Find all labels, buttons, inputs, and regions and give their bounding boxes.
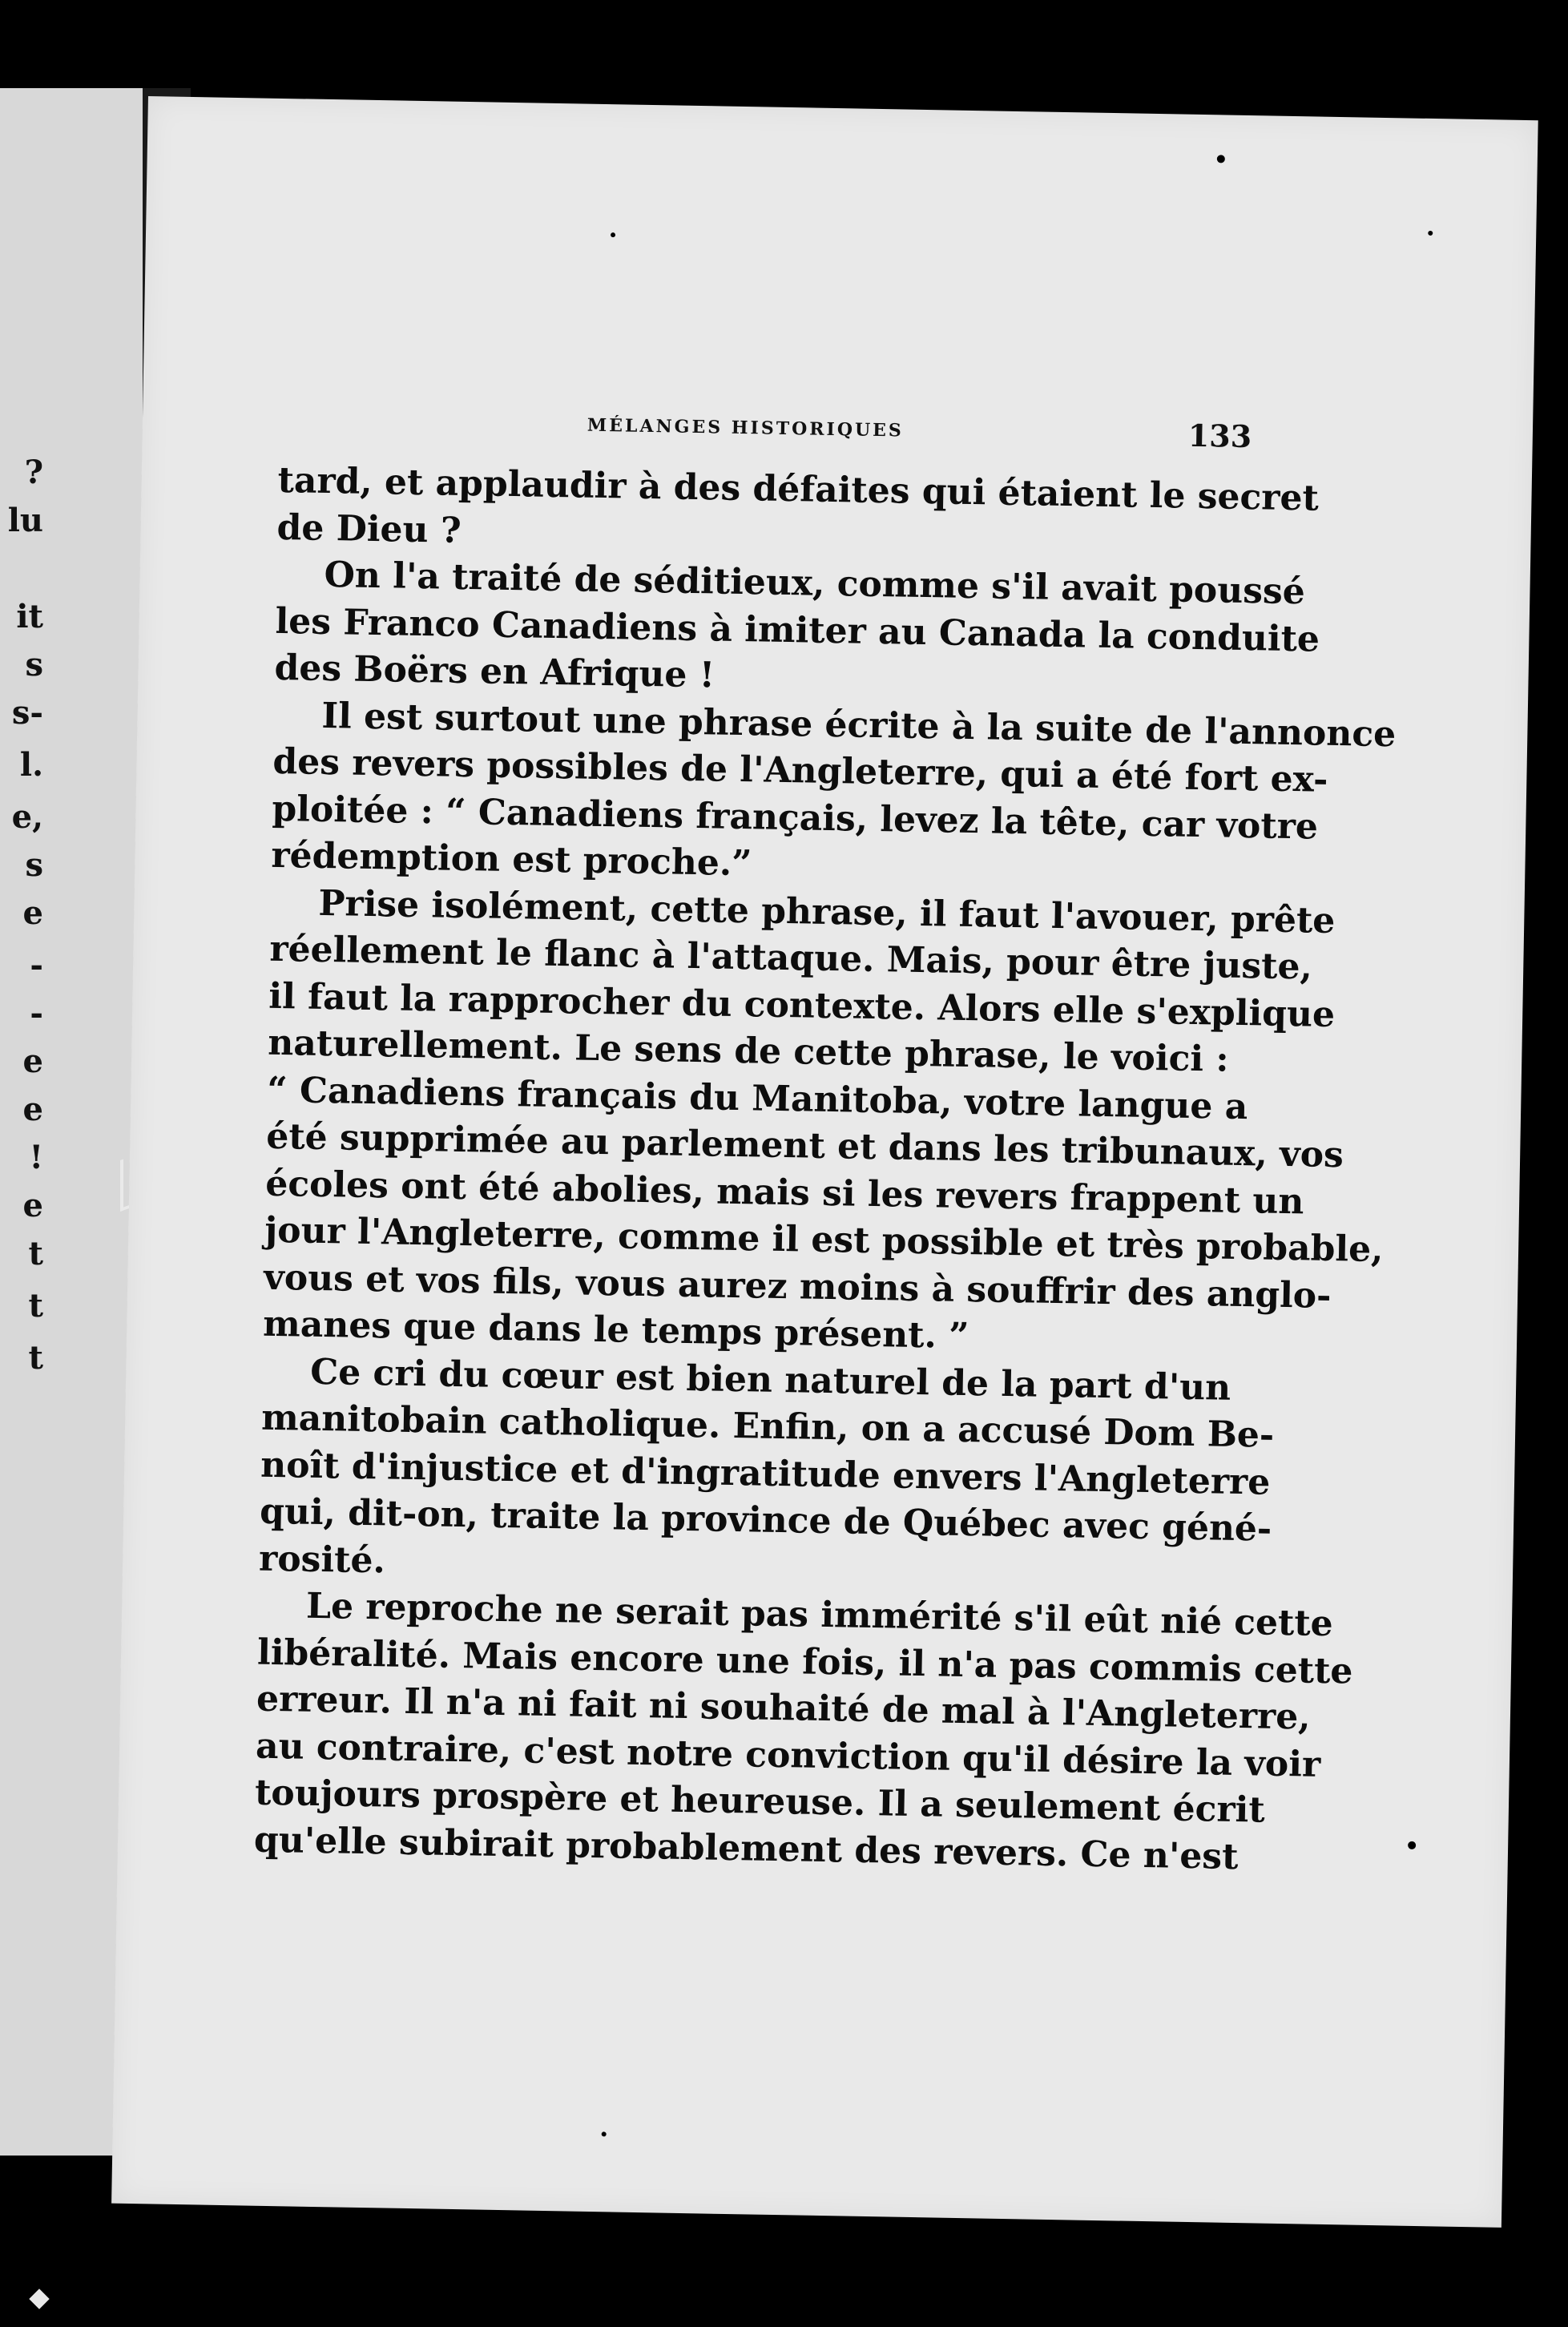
page-speck [602, 2131, 607, 2136]
text-line: jour l'Angleterre, comme il est possible et très probable, [264, 1209, 1384, 1271]
text-line: Le reproche ne serait pas immérité s'il eût nié cette [305, 1585, 1334, 1645]
left-page-fragment: ! [29, 1139, 43, 1176]
paragraph [276, 458, 1320, 568]
paragraph [258, 1348, 1275, 1599]
corner-mark [29, 2289, 49, 2309]
text-line: vous et vos fils, vous aurez moins à souffrir des anglo- [263, 1256, 1332, 1317]
left-page-fragment: s- [11, 694, 43, 732]
text-line: il faut la rapprocher du contexte. Alors elle s'explique [268, 975, 1336, 1035]
left-page-fragment: lu [7, 502, 43, 539]
text-line: été supprimée au parlement et dans les tribunaux, vos [265, 1115, 1344, 1176]
page-speck [611, 232, 615, 237]
text-line: des revers possibles de l'Angleterre, qui a été fort ex- [272, 740, 1328, 801]
left-page-fragment: e [22, 894, 43, 932]
text-line: naturellement. Le sens de cette phrase, le voici : [267, 1022, 1230, 1080]
paragraph [274, 551, 1320, 708]
left-page-fragment: - [30, 994, 43, 1032]
left-page-fragment: s [25, 846, 43, 884]
text-line: ploitée : “ Canadiens français, levez la tête, car votre [272, 788, 1319, 848]
text-line: libéralité. Mais encore une fois, il n'a pas commis cette [256, 1631, 1353, 1692]
text-line: qu'elle subirait probablement des revers. Ce n'est [253, 1819, 1239, 1877]
text-line: réellement le flanc à l'attaque. Mais, pour être juste, [269, 928, 1313, 988]
text-line: qui, dit-on, traite la province de Québec avec géné- [259, 1490, 1272, 1550]
body-text [253, 458, 1397, 1880]
text-line: les Franco Canadiens à imiter au Canada la conduite [275, 600, 1320, 660]
text-line: Prise isolément, cette phrase, il faut l'avouer, prête [318, 882, 1336, 942]
left-page-fragment: e [22, 1187, 43, 1224]
running-head: MÉLANGES HISTORIQUES [586, 414, 905, 442]
text-line: des Boërs en Afrique ! [274, 647, 715, 696]
paragraph [271, 692, 1397, 896]
left-page-fragment: e [22, 1043, 43, 1080]
text-line: toujours prospère et heureuse. Il a seulement écrit [254, 1772, 1266, 1831]
text-line: On l'a traité de séditieux, comme s'il avait poussé [324, 554, 1306, 613]
left-page-fragment: t [28, 1287, 43, 1325]
right-page [111, 96, 1538, 2228]
left-page-fragment: s [25, 646, 43, 684]
text-line: tard, et applaudir à des défaites qui étaient le secret [277, 459, 1320, 519]
page-number: 133 [1187, 417, 1252, 455]
text-line: écoles ont été abolies, mais si les revers frappent un [264, 1163, 1304, 1222]
paragraph [262, 879, 1384, 1365]
text-line: rosité. [258, 1538, 386, 1581]
left-page-fragment: e [22, 1091, 43, 1128]
left-page-fragment: t [28, 1235, 43, 1272]
text-line: rédemption est proche.” [271, 834, 752, 885]
page-speck [1428, 231, 1433, 236]
left-page-fragment: - [30, 946, 43, 984]
left-page-fragment: t [28, 1339, 43, 1377]
text-line: manitobain catholique. Enfin, on a accusé Dom Be- [260, 1397, 1275, 1456]
text-line: Ce cri du cœur est bien naturel de la part d'un [309, 1351, 1231, 1409]
left-page-fragment: it [16, 598, 43, 635]
text-line: “ Canadiens français du Manitoba, votre langue a [266, 1069, 1248, 1127]
text-line: noît d'injustice et d'ingratitude envers l'Angleterre [260, 1444, 1271, 1503]
left-page-fragment: e, [11, 798, 43, 836]
text-line: de Dieu ? [276, 506, 462, 551]
left-page-fragment: ? [24, 454, 43, 491]
left-page-fragment: l. [19, 746, 43, 784]
page-speck [1408, 1841, 1416, 1849]
text-line: manes que dans le temps présent. ” [262, 1303, 969, 1357]
text-line: au contraire, c'est notre conviction qu'il désire la voir [255, 1725, 1321, 1785]
text-line: erreur. Il n'a ni fait ni souhaité de mal à l'Angleterre, [256, 1678, 1311, 1738]
paragraph [253, 1583, 1353, 1881]
page-speck [1217, 155, 1225, 163]
text-line: Il est surtout une phrase écrite à la suite de l'annonce [321, 695, 1397, 755]
